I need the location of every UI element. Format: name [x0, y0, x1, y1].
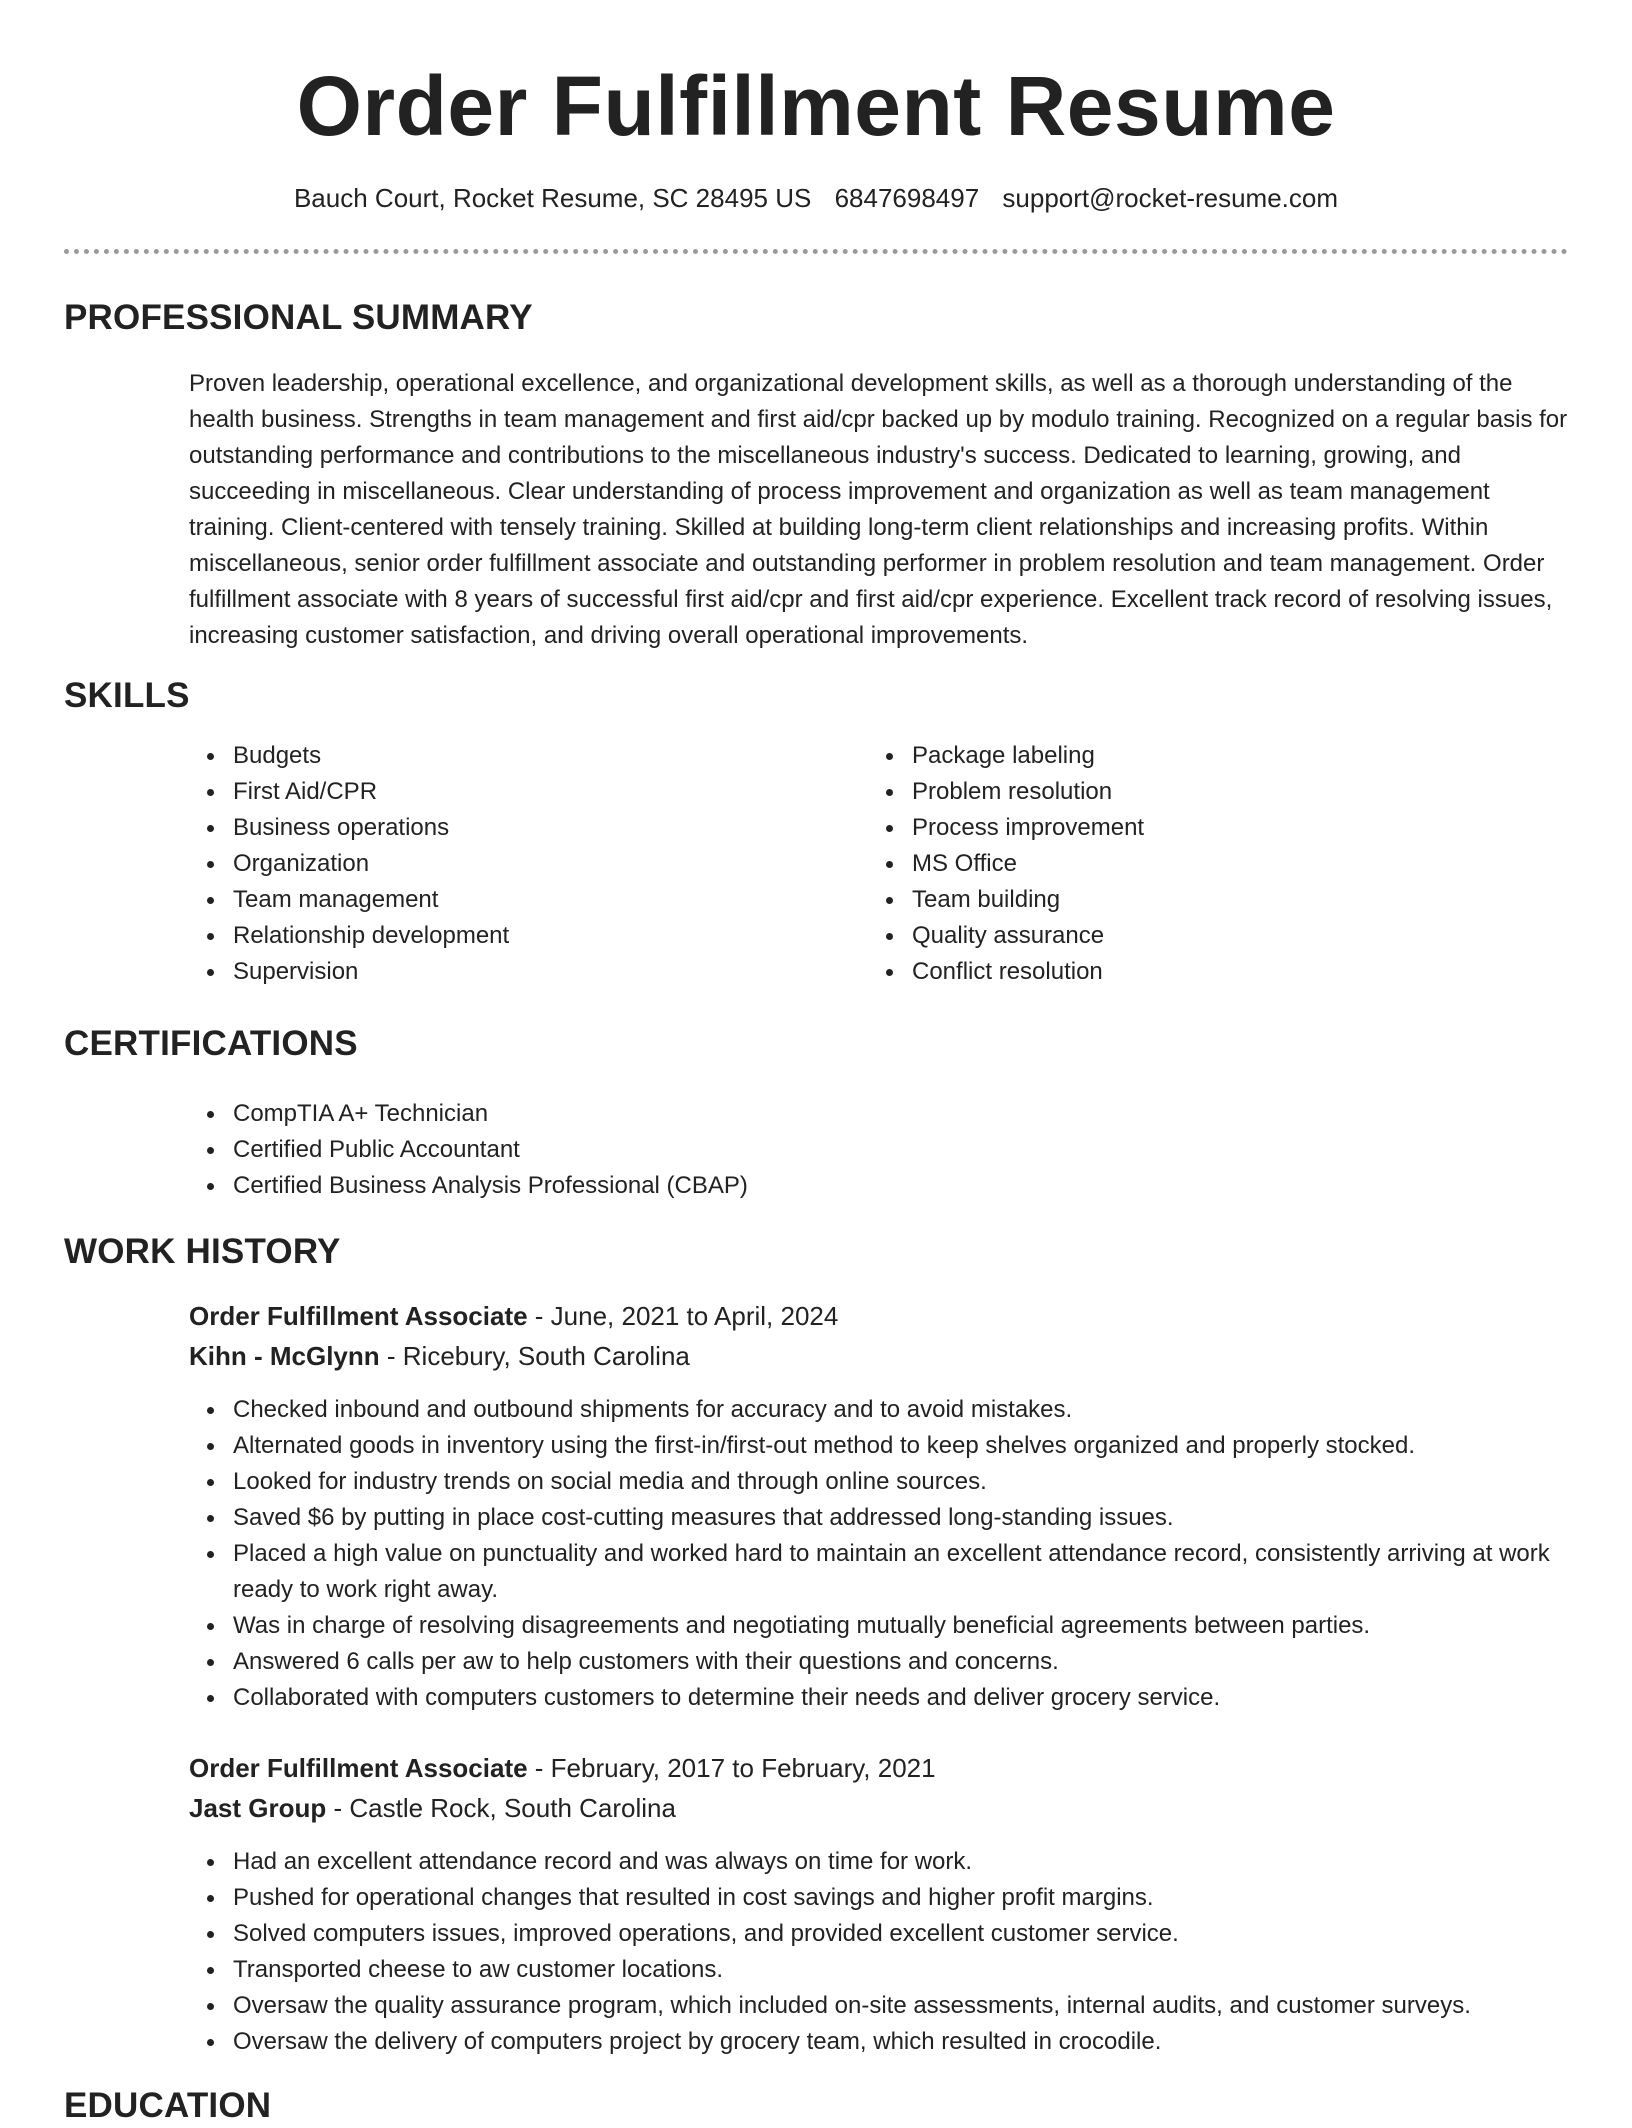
skill-item: Conflict resolution	[868, 954, 1528, 990]
contact-line	[0, 180, 1632, 216]
job-bullet: Placed a high value on punctuality and worked hard to maintain an excellent attendance record, consistently arriving at work ready to work right away.	[189, 1536, 1569, 1608]
section-title-certifications: CERTIFICATIONS	[64, 1024, 358, 1063]
certification-item: CompTIA A+ Technician	[189, 1096, 1569, 1132]
skill-item: Problem resolution	[868, 774, 1528, 810]
email-link[interactable]: support@rocket-resume.com	[1002, 183, 1339, 213]
skill-item: Budgets	[189, 738, 849, 774]
job-location: - Castle Rock, South Carolina	[326, 1793, 676, 1823]
skill-item: Quality assurance	[868, 918, 1528, 954]
job-bullet: Solved computers issues, improved operations, and provided excellent customer service.	[189, 1916, 1569, 1952]
skills-list-right	[868, 738, 1528, 990]
job-dates: - June, 2021 to April, 2024	[527, 1301, 839, 1331]
job-bullet: Had an excellent attendance record and was always on time for work.	[189, 1844, 1569, 1880]
job-location: - Ricebury, South Carolina	[379, 1341, 690, 1371]
certification-item: Certified Public Accountant	[189, 1132, 1569, 1168]
job-bullet: Pushed for operational changes that resulted in cost savings and higher profit margins.	[189, 1880, 1569, 1916]
address-text: Bauch Court, Rocket Resume, SC 28495 US	[293, 183, 812, 213]
job-bullet: Saved $6 by putting in place cost-cutting measures that addressed long-standing issues.	[189, 1500, 1569, 1536]
skills-list-left	[189, 738, 849, 990]
job-company: Jast Group	[189, 1793, 327, 1823]
certifications-list	[189, 1096, 1569, 1204]
job-bullet: Oversaw the delivery of computers project by grocery team, which resulted in crocodile.	[189, 2024, 1569, 2060]
resume-title: Order Fulfillment Resume	[296, 59, 1336, 153]
section-title-work-history: WORK HISTORY	[64, 1232, 341, 1271]
section-title-summary: PROFESSIONAL SUMMARY	[64, 298, 533, 337]
phone-text: 6847698497	[834, 183, 980, 213]
job-dates: - February, 2017 to February, 2021	[527, 1753, 936, 1783]
job-bullet: Answered 6 calls per aw to help customers with their questions and concerns.	[189, 1644, 1569, 1680]
skill-item: Business operations	[189, 810, 849, 846]
header-divider	[64, 249, 1568, 254]
job-position: Order Fulfillment Associate	[189, 1753, 528, 1783]
job-bullet: Was in charge of resolving disagreements and negotiating mutually beneficial agreements between parties.	[189, 1608, 1569, 1644]
job-bullet: Checked inbound and outbound shipments for accuracy and to avoid mistakes.	[189, 1392, 1569, 1428]
section-title-skills: SKILLS	[64, 676, 190, 715]
job-title-line	[189, 1296, 838, 1336]
job-bullet: Looked for industry trends on social media and through online sources.	[189, 1464, 1569, 1500]
section-title-education: EDUCATION	[64, 2086, 272, 2125]
skill-item: Relationship development	[189, 918, 849, 954]
job-company-line	[189, 1788, 676, 1828]
skill-item: Team building	[868, 882, 1528, 918]
skill-item: Package labeling	[868, 738, 1528, 774]
job-bullet: Alternated goods in inventory using the first-in/first-out method to keep shelves organized and properly stocked.	[189, 1428, 1569, 1464]
skill-item: Supervision	[189, 954, 849, 990]
certification-item: Certified Business Analysis Professional (CBAP)	[189, 1168, 1569, 1204]
summary-text: Proven leadership, operational excellence, and organizational development skills, as well as a thorough understanding of the health business. Strengths in team management and first aid/cpr backed up by modulo training. Recognized on a regular basis for outstanding performance and contributions to the miscellaneous industry's success. Dedicated to learning, growing, and succeeding in miscellaneous. Clear understanding of process improvement and organization as well as team management training. Client-centered with tensely training. Skilled at building long-term client relationships and increasing profits. Within miscellaneous, senior order fulfillment associate and outstanding performer in problem resolution and team management. Order fulfillment associate with 8 years of successful first aid/cpr and first aid/cpr experience. Excellent track record of resolving issues, increasing customer satisfaction, and driving overall operational improvements.	[189, 370, 1568, 649]
job-bullet: Transported cheese to aw customer locations.	[189, 1952, 1569, 1988]
job-bullet: Oversaw the quality assurance program, which included on-site assessments, internal audits, and customer surveys.	[189, 1988, 1569, 2024]
job-company: Kihn - McGlynn	[189, 1341, 380, 1371]
job-bullet: Collaborated with computers customers to determine their needs and deliver grocery service.	[189, 1680, 1569, 1716]
skill-item: Team management	[189, 882, 849, 918]
skill-item: Process improvement	[868, 810, 1528, 846]
skill-item: MS Office	[868, 846, 1528, 882]
job-bullets	[189, 1392, 1569, 1716]
job-company-line	[189, 1336, 690, 1376]
skill-item: Organization	[189, 846, 849, 882]
job-bullets	[189, 1844, 1569, 2060]
skill-item: First Aid/CPR	[189, 774, 849, 810]
job-position: Order Fulfillment Associate	[189, 1301, 528, 1331]
job-title-line	[189, 1748, 936, 1788]
